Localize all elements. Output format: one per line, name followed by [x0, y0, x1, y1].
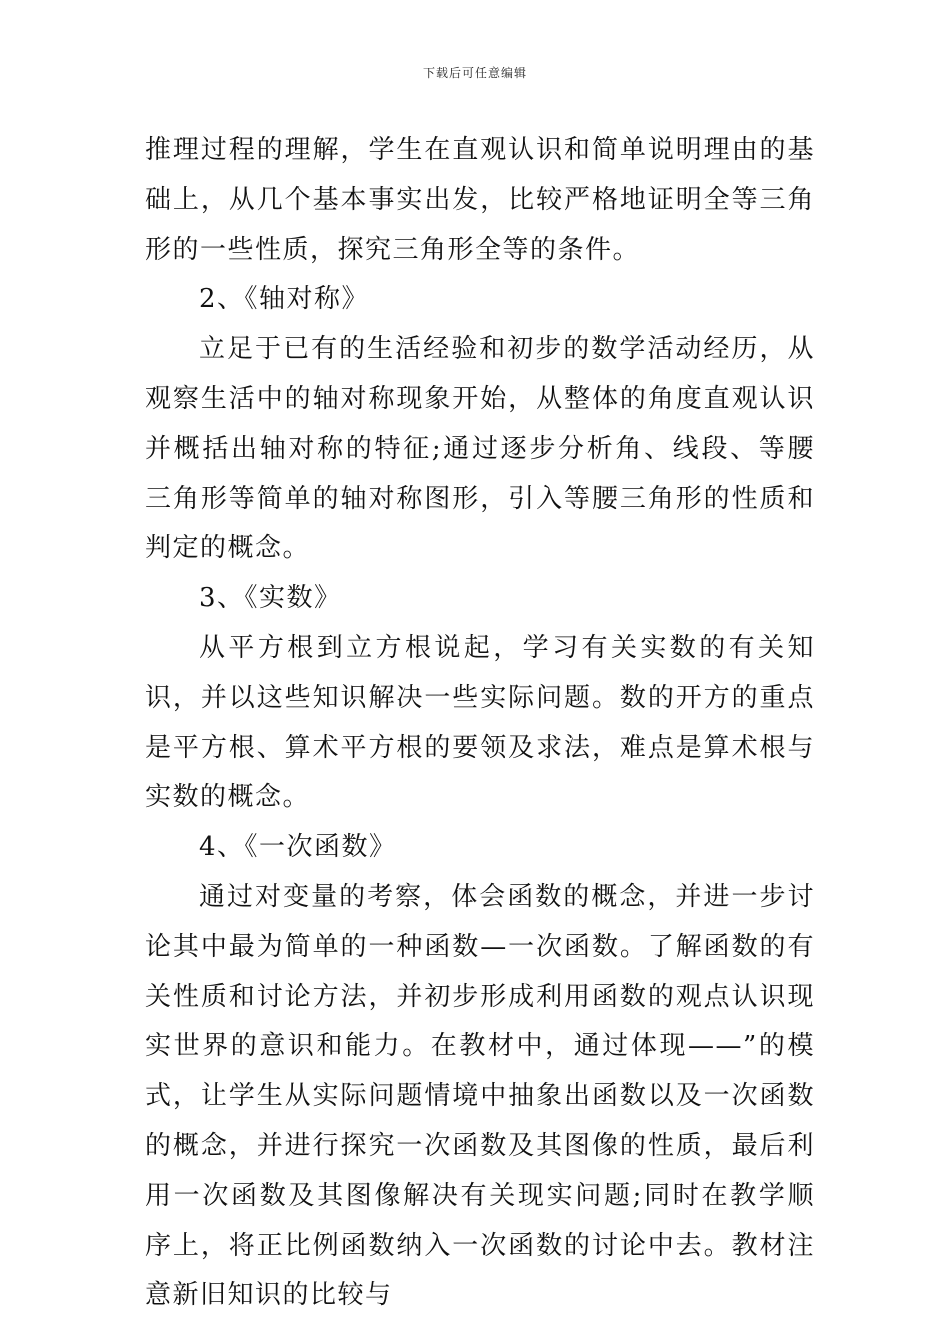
page-header: 下载后可任意编辑 [422, 66, 527, 80]
section-heading-linear-function: 4、《一次函数》 [199, 832, 397, 863]
section-heading-real-numbers: 3、《实数》 [199, 583, 342, 614]
section-heading-axis-symmetry: 2、《轴对称》 [199, 284, 370, 315]
body-paragraph: 从平方根到立方根说起，学习有关实数的有关知识，并以这些知识解决一些实际问题。数的开方的重点是平方根、算术平方根的要领及求法，难点是算术根与实数的概念。 [145, 632, 815, 813]
body-paragraph: 立足于已有的生活经验和初步的数学活动经历，从观察生活中的轴对称现象开始，从整体的角度直观认识并概括出轴对称的特征;通过逐步分析角、线段、等腰三角形等简单的轴对称图形，引入等腰三角形的性质和判定的概念。 [145, 334, 815, 564]
body-paragraph: 推理过程的理解，学生在直观认识和简单说明理由的基础上，从几个基本事实出发，比较严格地证明全等三角形的一些性质，探究三角形全等的条件。 [145, 135, 815, 265]
document-body [145, 126, 815, 1321]
body-paragraph: 通过对变量的考察，体会函数的概念，并进一步讨论其中最为简单的一种函数—一次函数。了解函数的有关性质和讨论方法，并初步形成利用函数的观点认识现实世界的意识和能力。在教材中，通过体现——”的模式，让学生从实际问题情境中抽象出函数以及一次函数的概念，并进行探究一次函数及其图像的性质，最后利用一次函数及其图像解决有关现实问题;同时在教学顺序上，将正比例函数纳入一次函数的讨论中去。教材注意新旧知识的比较与 [145, 881, 815, 1311]
